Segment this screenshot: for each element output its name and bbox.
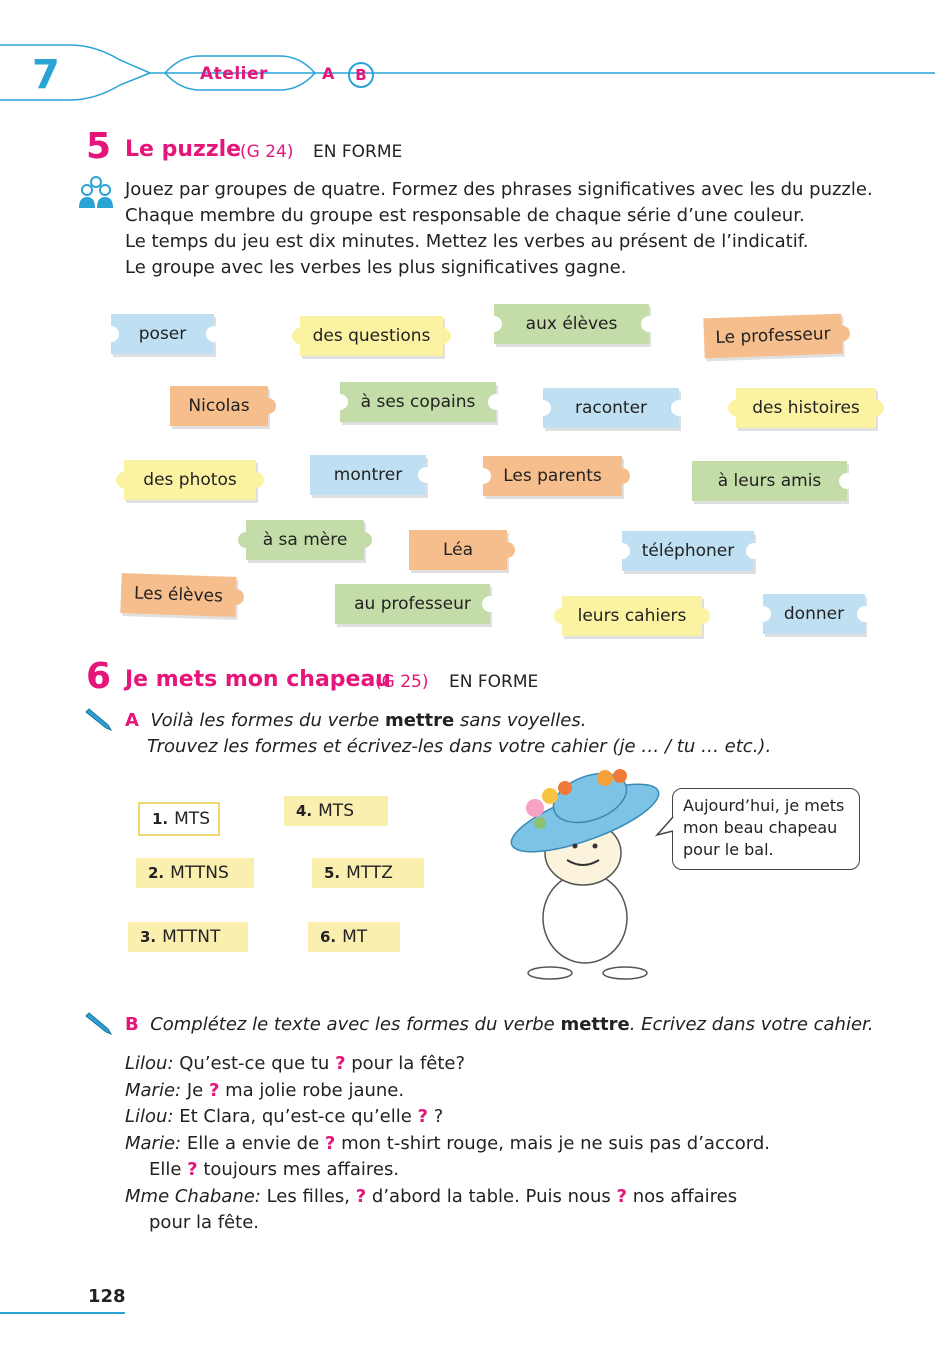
- part-b-text: . Ecrivez dans votre cahier.: [629, 1014, 874, 1035]
- verb-card: 2. MTTNS: [136, 858, 254, 888]
- dialog-line: Marie: Elle a envie de ? mon t-shirt rouge, mais je ne suis pas d’accord.: [125, 1132, 770, 1154]
- puzzle-piece[interactable]: Nicolas: [170, 386, 268, 426]
- verb-card: 6. MT: [308, 922, 400, 952]
- instruction-line: Le groupe avec les verbes les plus significatives gagne.: [125, 257, 627, 278]
- puzzle-piece[interactable]: raconter: [543, 388, 679, 428]
- verb-card: 5. MTTZ: [312, 858, 424, 888]
- pencil-icon: [84, 1012, 114, 1038]
- puzzle-piece[interactable]: Les élèves: [120, 573, 236, 617]
- atelier-label: Atelier: [200, 64, 268, 84]
- exercise-5-form: EN FORME: [313, 142, 403, 162]
- dialog: [125, 1051, 915, 1237]
- puzzle-piece[interactable]: leurs cahiers: [562, 596, 702, 636]
- mouse-with-hat-illustration: [495, 768, 675, 983]
- instruction-line: Jouez par groupes de quatre. Formez des phrases significatives avec les du puzzle.: [125, 179, 873, 200]
- puzzle-piece[interactable]: des histoires: [736, 388, 876, 428]
- exercise-5-number: 5: [86, 126, 112, 167]
- verb-card: 1. MTS: [138, 802, 220, 836]
- chapter-header-lines: [0, 0, 935, 110]
- puzzle-piece[interactable]: Les parents: [483, 456, 622, 496]
- puzzle-piece[interactable]: téléphoner: [622, 531, 754, 571]
- instruction-line: Chaque membre du groupe est responsable de chaque série d’une couleur.: [125, 205, 805, 226]
- verb-card: 3. MTTNT: [128, 922, 248, 952]
- verb-card: 4. MTS: [284, 796, 388, 826]
- puzzle-piece[interactable]: à ses copains: [340, 382, 496, 422]
- puzzle-piece[interactable]: poser: [111, 314, 214, 354]
- puzzle-piece[interactable]: Léa: [409, 530, 507, 570]
- speech-bubble-tail: [655, 815, 675, 839]
- part-b-label: B: [348, 62, 374, 88]
- puzzle-piece[interactable]: à leurs amis: [692, 461, 847, 501]
- exercise-6-number: 6: [86, 656, 112, 697]
- dialog-line: pour la fête.: [149, 1212, 259, 1233]
- page-number: 128: [88, 1286, 126, 1307]
- part-a-text: Trouvez les formes et écrivez-les dans votre cahier (je … / tu … etc.).: [147, 736, 772, 757]
- exercise-5-title: Le puzzle: [125, 137, 242, 162]
- part-a-label: A: [322, 64, 335, 83]
- dialog-line: Elle ? toujours mes affaires.: [149, 1159, 400, 1180]
- pencil-icon: [84, 708, 114, 734]
- group-work-icon: [78, 174, 114, 210]
- puzzle-piece[interactable]: à sa mère: [246, 520, 364, 560]
- part-b-marker: B: [125, 1014, 139, 1035]
- exercise-5-ref: (G 24): [240, 142, 294, 162]
- dialog-line: Lilou: Qu’est-ce que tu ? pour la fête?: [125, 1053, 466, 1074]
- part-a-marker: A: [125, 710, 139, 731]
- part-a-text: sans voyelles.: [454, 710, 587, 731]
- puzzle-piece[interactable]: montrer: [310, 455, 426, 495]
- puzzle-piece[interactable]: des photos: [124, 460, 256, 500]
- puzzle-piece[interactable]: Le professeur: [703, 314, 842, 359]
- speech-bubble: Aujourd’hui, je mets mon beau chapeau pour le bal.: [672, 788, 860, 870]
- puzzle-piece[interactable]: donner: [763, 594, 865, 634]
- instruction-line: Le temps du jeu est dix minutes. Mettez les verbes au présent de l’indicatif.: [125, 231, 809, 252]
- exercise-6-form: EN FORME: [449, 672, 539, 692]
- puzzle-piece[interactable]: des questions: [300, 316, 443, 356]
- part-b-text: Complétez le texte avec les formes du verbe: [150, 1014, 561, 1035]
- footer-rule: [0, 1312, 125, 1314]
- dialog-line: Lilou: Et Clara, qu’est-ce qu’elle ? ?: [125, 1106, 444, 1127]
- dialog-line: Mme Chabane: Les filles, ? d’abord la table. Puis nous ? nos affaires: [125, 1185, 738, 1207]
- verb-mettre: mettre: [384, 710, 455, 731]
- part-a-text: Voilà les formes du verbe: [150, 710, 385, 731]
- chapter-number: 7: [32, 52, 60, 98]
- exercise-6-ref: (G 25): [375, 672, 429, 692]
- puzzle-piece[interactable]: au professeur: [335, 584, 490, 624]
- dialog-line: Marie: Je ? ma jolie robe jaune.: [125, 1079, 405, 1101]
- puzzle-piece[interactable]: aux élèves: [494, 304, 649, 344]
- verb-mettre: mettre: [560, 1014, 630, 1035]
- exercise-6-title: Je mets mon chapeau: [125, 667, 391, 692]
